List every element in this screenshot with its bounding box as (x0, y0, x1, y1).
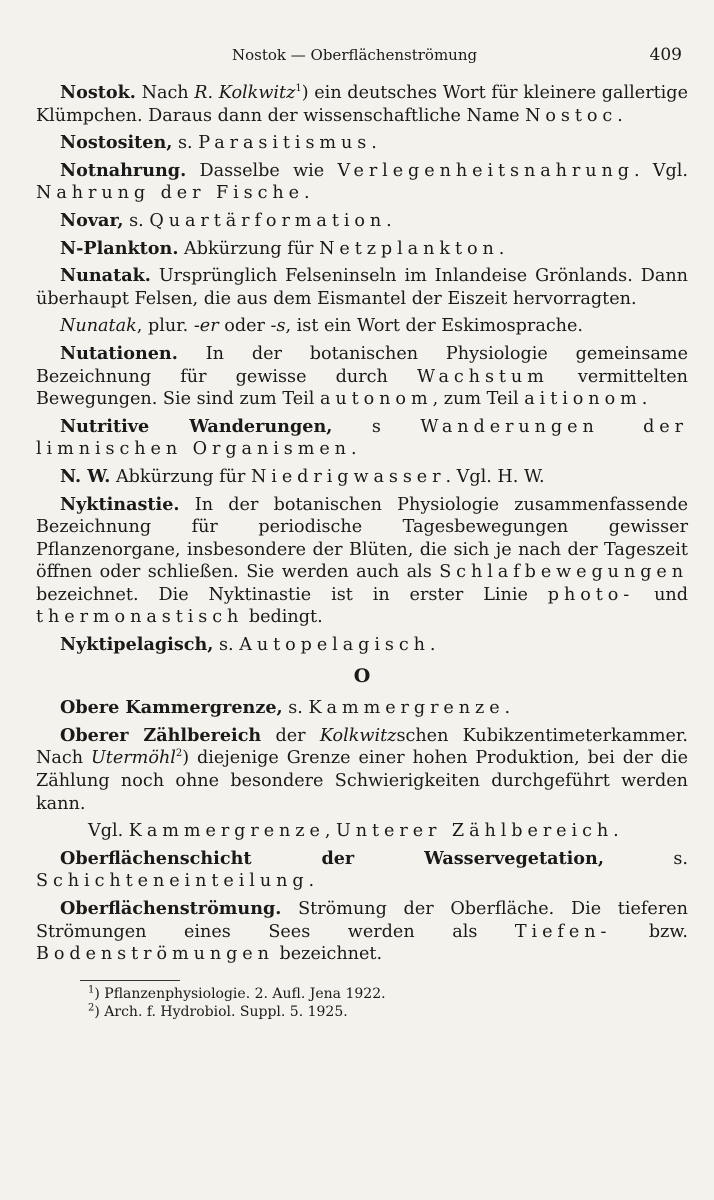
headword: Nostositen, (60, 132, 173, 154)
spaced-term: Nahrung der Fische (36, 183, 304, 204)
entry-text: bedingt. (243, 607, 323, 628)
italic-term: Nunatak (60, 316, 137, 337)
footnote-divider (80, 980, 180, 981)
headword: Nyktipelagisch, (60, 634, 214, 656)
entry-text: bezeichnet. Die Nyktinastie ist in erster Linie (36, 584, 548, 605)
footnote-mark: 1 (88, 984, 95, 996)
footnote-text: ) Arch. f. Hydrobiol. Suppl. 5. 1925. (94, 1003, 348, 1020)
entry-nyktinastie (36, 494, 688, 630)
spaced-term: Bodenströmungen (36, 944, 274, 965)
spaced-term: Verlegenheitsnahrung (337, 160, 634, 181)
spaced-term: photo- (547, 584, 635, 605)
entry-text: der (261, 725, 320, 746)
spaced-term: Nostoc (525, 105, 618, 126)
entry-text: , ist ein Wort der Eskimosprache. (285, 316, 584, 337)
headword: Oberer Zählbereich (60, 724, 262, 746)
entry-text: In der botanischen Physiologie zusammenfassende Bezeichnung für periodische Tagesbewegungen gewisser Pflanzenorgane, insbesondere der Blüten, die sich je nach der Tageszeit öffnen oder schließen. Sie werden auch als (36, 494, 688, 583)
entry-text: oder (218, 316, 271, 337)
headword: Novar, (60, 209, 124, 231)
page-number: 409 (649, 45, 682, 65)
entry-obere-kammergrenze (36, 697, 688, 720)
entry-n-plankton (36, 238, 688, 261)
entry-text: . Vgl. H. W. (445, 466, 545, 487)
entry-text: Vgl. (88, 821, 129, 842)
entry-text: , (324, 821, 337, 842)
spaced-term: Tiefen- (514, 921, 612, 942)
spaced-term: Kammergrenze (128, 821, 325, 842)
entry-nutritive (36, 416, 688, 461)
entry-text: Nach (135, 83, 195, 103)
entry-text: . (613, 821, 619, 842)
headword: Nunatak. (60, 265, 151, 287)
entry-notnahrung (36, 160, 688, 205)
author-name: Kolkwitz (319, 725, 397, 746)
entry-oberflaechenschicht (36, 848, 688, 893)
footnote-ref: 1 (295, 83, 302, 95)
spaced-term: autonom (319, 389, 433, 410)
spaced-term: Netzplankton (319, 238, 499, 259)
spaced-term: Wachstum (417, 366, 549, 387)
entry-nostositen (36, 132, 688, 155)
spaced-term: Wanderungen der limnischen Organismen (36, 416, 688, 460)
entry-text: . (429, 635, 436, 656)
headword: Nutritive Wanderungen, (60, 415, 333, 437)
entry-text: ) ein deutsches Wort für kleinere gallertige Klümpchen. Daraus dann der wissenschaftliche Name (36, 83, 688, 126)
entry-text: . Vgl. (633, 160, 688, 181)
entry-text: . (386, 210, 392, 231)
entry-text: Ursprünglich Felseninseln im Inlandeise Grönlands. Dann überhaupt Felsen, die aus dem Eismantel der Eiszeit hervorragten. (36, 266, 688, 309)
footnote-text: ) Pflanzenphysiologie. 2. Aufl. Jena 1922. (94, 985, 386, 1002)
spaced-term: Schlafbewegungen (439, 562, 688, 583)
spaced-term: Autopelagisch (239, 635, 430, 656)
running-head (36, 44, 688, 68)
headword: N-Plankton. (60, 237, 179, 259)
running-head-title: Nostok — Oberflächenströmung (232, 46, 478, 64)
entry-text: s. (282, 698, 309, 719)
entry-nw (36, 466, 688, 489)
page-body (36, 82, 688, 1021)
entry-nostok (36, 82, 688, 127)
headword: Oberflächenströmung. (60, 898, 282, 919)
spaced-term: Schichteneinteilung (36, 871, 309, 892)
entry-text: und (634, 584, 688, 605)
headword: Obere Kammergrenze, (60, 697, 283, 719)
spaced-term: Unterer Zählbereich (336, 821, 614, 842)
entry-text: , plur. (136, 316, 194, 337)
entry-text: . (303, 183, 310, 204)
footnote-ref: 2 (175, 748, 183, 760)
entry-nutationen (36, 343, 688, 411)
entry-nyktipelagisch (36, 634, 688, 657)
section-letter: O (353, 664, 371, 687)
entry-nunatak-note (36, 315, 688, 338)
entry-text: . (498, 238, 505, 259)
headword: Notnahrung. (60, 159, 187, 181)
entry-text: Abkürzung für (110, 466, 251, 487)
spaced-term: Quartärformation (149, 210, 387, 231)
spaced-term: Parasitismus (198, 133, 372, 154)
entry-text: . (641, 389, 648, 410)
headword: Oberflächenschicht der Wasservegetation, (60, 847, 604, 869)
italic-term: -er (193, 316, 219, 337)
entry-text: . (308, 871, 315, 892)
entry-text: In der botanischen Physiologie gemeinsame Bezeichnung für gewisse durch (36, 343, 688, 387)
entry-text: schen Kubikzentimeterkammer. Nach (36, 725, 688, 769)
entry-text: s. (172, 133, 199, 154)
entry-text: vermittelten Bewegungen. Sie sind zum Teil (36, 366, 688, 410)
footnote (88, 985, 688, 1003)
spaced-term: Kammergrenze (308, 698, 505, 719)
entry-oberflaechenstroemung (36, 898, 688, 966)
entry-text: s. (213, 635, 240, 656)
entry-text: . (371, 133, 377, 154)
entry-text: . (617, 105, 623, 126)
footnote (88, 1003, 688, 1021)
entry-text: bzw. (611, 921, 688, 942)
entry-oberer-vgl (36, 820, 688, 843)
entry-text: s. (123, 210, 150, 231)
author-name: R. Kolkwitz (194, 83, 296, 103)
entry-text: , zum Teil (432, 389, 525, 410)
spaced-term: Niedrigwasser (250, 466, 446, 487)
headword: Nyktinastie. (60, 493, 180, 515)
entry-oberer-zaehlbereich (36, 725, 688, 815)
headword: Nutationen. (60, 342, 178, 364)
entry-text: . (504, 698, 511, 719)
entry-novar (36, 210, 688, 233)
entry-text: Abkürzung für (178, 238, 320, 259)
entry-text: Strömung der Oberfläche. Die tieferen Strömungen eines Sees werden als (36, 899, 688, 942)
entry-text: bezeichnet. (273, 944, 383, 965)
entry-text: s (332, 416, 421, 437)
author-name: Utermöhl (90, 748, 176, 769)
spaced-term: aitionom (524, 389, 642, 410)
headword: Nostok. (60, 82, 136, 103)
entry-text: ) diejenige Grenze einer hohen Produktion, bei der die Zählung noch ohne besondere Schwierigkeiten durchgeführt werden kann. (36, 748, 688, 814)
headword: N. W. (60, 465, 111, 487)
spaced-term: thermonastisch (36, 607, 244, 628)
entry-nunatak (36, 265, 688, 310)
footnote-mark: 2 (88, 1002, 95, 1014)
entry-text: . (350, 439, 357, 460)
italic-term: -s (270, 316, 286, 337)
entry-text: Dasselbe wie (186, 160, 338, 181)
entry-text: s. (603, 848, 688, 869)
